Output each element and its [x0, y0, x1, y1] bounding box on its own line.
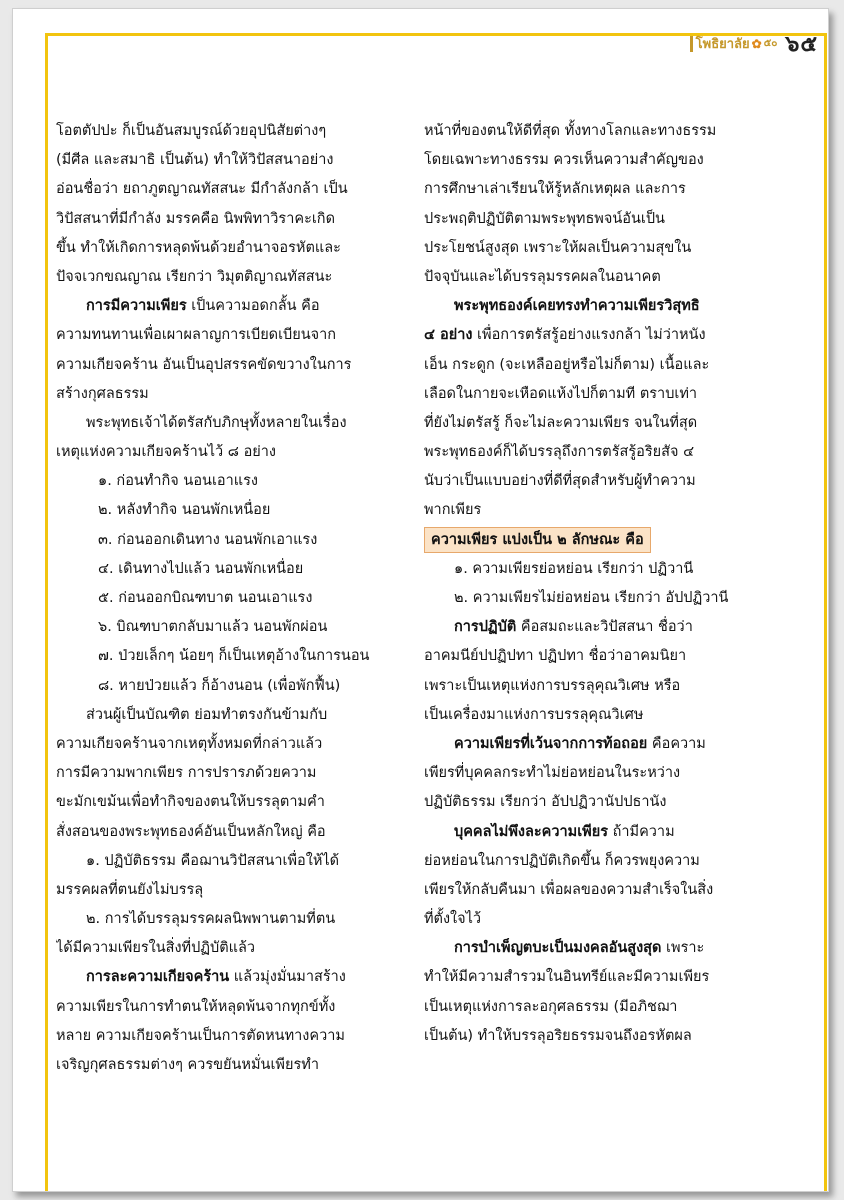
line-text: ที่ยังไม่ตรัสรู้ ก็จะไม่ละความเพียร จนในที่สุด — [424, 414, 698, 431]
text-line — [56, 642, 408, 671]
text-line — [424, 321, 776, 350]
line-text: เป็นต้น) ทำให้บรรลุอริยธรรมจนถึงอรหัตผล — [424, 1027, 692, 1044]
bold-phrase: พระพุทธองค์เคยทรงทำความเพียรวิสุทธิ — [454, 298, 700, 315]
line-text: เพียรให้กลับคืนมา เพื่อผลของความสำเร็จในสิ่ง — [424, 881, 714, 898]
line-text: ๒. ความเพียรไม่ย่อหย่อน เรียกว่า อัปปฏิวานี — [454, 590, 729, 606]
line-text: แล้วมุ่งมั่นมาสร้าง — [229, 969, 346, 986]
text-line — [424, 1022, 776, 1051]
line-text: ขึ้น ทำให้เกิดการหลุดพ้นด้วยอำนาจอรหัตและ — [56, 239, 341, 256]
text-line — [424, 438, 776, 467]
line-text: ความเพียรในการทำตนให้หลุดพ้นจากทุกข์ทั้ง — [56, 998, 336, 1015]
bold-phrase: ๔ อย่าง — [424, 327, 473, 344]
text-line — [56, 175, 408, 204]
bold-phrase: ความเพียรที่เว้นจากการท้อถอย — [454, 735, 648, 752]
line-text: ความเกียจคร้านจากเหตุทั้งหมดที่กล่าวแล้ว — [56, 735, 323, 752]
text-line — [56, 205, 408, 234]
text-line — [56, 467, 408, 496]
text-line — [56, 613, 408, 642]
text-line — [424, 818, 776, 847]
text-line — [424, 963, 776, 992]
bold-phrase: การละความเกียจคร้าน — [86, 969, 230, 986]
text-line — [424, 496, 776, 525]
lotus-icon: ✿ — [751, 36, 762, 51]
text-line — [424, 234, 776, 263]
text-line — [56, 526, 408, 555]
text-line — [424, 642, 776, 671]
brand-bar-icon — [690, 36, 693, 52]
text-line — [424, 351, 776, 380]
line-text: เหตุแห่งความเกียจคร้านไว้ ๘ อย่าง — [56, 444, 276, 461]
line-text: ความทนทานเพื่อเผาผลาญการเบียดเบียนจาก — [56, 327, 337, 344]
bold-phrase: การบำเพ็ญตบะเป็นมงคลอันสูงสุด — [454, 940, 662, 957]
text-line — [56, 818, 408, 847]
text-line — [56, 1051, 408, 1080]
text-line — [424, 263, 776, 292]
line-text: ส่วนผู้เป็นบัณฑิต ย่อมทำตรงกันข้ามกับ — [86, 706, 328, 723]
text-line — [424, 934, 776, 963]
text-line — [424, 584, 776, 613]
text-line — [424, 555, 776, 584]
bold-phrase: การมีความเพียร — [86, 298, 187, 315]
text-line — [56, 292, 408, 321]
line-text: เพียรที่บุคคลกระทำไม่ย่อหย่อนในระหว่าง — [424, 765, 681, 782]
line-text: เอ็น กระดูก (จะเหลืออยู่หรือไม่ก็ตาม) เนื้อและ — [424, 356, 710, 373]
text-line — [424, 380, 776, 409]
text-line — [424, 876, 776, 905]
text-line — [56, 117, 408, 146]
text-line — [424, 672, 776, 701]
line-text: พระพุทธเจ้าได้ตรัสกับภิกษุทั้งหลายในเรื่อง — [86, 414, 347, 431]
line-text: หน้าที่ของตนให้ดีที่สุด ทั้งทางโลกและทางธรรม — [424, 123, 717, 139]
line-text: พระพุทธองค์ก็ได้บรรลุถึงการตรัสรู้อริยสัจ ๔ — [424, 444, 695, 461]
text-line — [56, 584, 408, 613]
line-text: ๒. หลังทำกิจ นอนพักเหนื่อย — [98, 502, 271, 519]
text-line — [424, 526, 776, 555]
line-text: ประโยชน์สูงสุด เพราะให้ผลเป็นความสุขใน — [424, 239, 692, 256]
text-line — [56, 1022, 408, 1051]
line-text: ๗. ป่วยเล็กๆ น้อยๆ ก็เป็นเหตุอ้างในการนอน — [98, 648, 370, 665]
text-line — [424, 905, 776, 934]
line-text: ๖. บิณฑบาตกลับมาแล้ว นอนพักผ่อน — [98, 619, 328, 636]
line-text: ความเกียจคร้าน อันเป็นอุปสรรคขัดขวางในการ — [56, 356, 352, 373]
text-line — [56, 263, 408, 292]
line-text: ประพฤติปฏิบัติตามพระพุทธพจน์อันเป็น — [424, 210, 665, 227]
line-text: การศึกษาเล่าเรียนให้รู้หลักเหตุผล และการ — [424, 181, 686, 198]
line-text: ๑. ก่อนทำกิจ นอนเอาแรง — [98, 473, 258, 490]
text-line — [424, 146, 776, 175]
line-text: สร้างกุศลธรรม — [56, 385, 149, 402]
line-text: คือสมถะและวิปัสสนา ชื่อว่า — [516, 619, 693, 636]
line-text: โอตตัปปะ ก็เป็นอันสมบูรณ์ด้วยอุปนิสัยต่างๆ — [56, 123, 327, 139]
text-line — [56, 496, 408, 525]
text-line — [424, 205, 776, 234]
brand-name: โพธิยาลัย — [695, 37, 750, 52]
text-line — [56, 701, 408, 730]
text-line — [56, 351, 408, 380]
line-text: (มีศีล และสมาธิ เป็นต้น) ทำให้วิปัสสนาอย่าง — [56, 152, 334, 169]
line-text: พากเพียร — [424, 502, 482, 519]
text-line — [56, 146, 408, 175]
line-text: ปฏิบัติธรรม เรียกว่า อัปปฏิวานัปปธานัง — [424, 794, 667, 811]
line-text: ย่อหย่อนในการปฏิบัติเกิดขึ้น ก็ควรพยุงความ — [424, 852, 700, 869]
line-text: ปัจจเวกขณญาณ เรียกว่า วิมุตติญาณทัสสนะ — [56, 268, 333, 285]
text-line — [56, 672, 408, 701]
line-text: ถ้ามีความ — [608, 823, 675, 840]
line-text: หลาย ความเกียจคร้านเป็นการตัดหนทางความ — [56, 1027, 345, 1044]
text-line — [424, 730, 776, 759]
text-line — [424, 759, 776, 788]
line-text: ที่ตั้งใจไว้ — [424, 911, 482, 928]
line-text: ๑. ปฏิบัติธรรม คือฌานวิปัสสนาเพื่อให้ได้ — [86, 852, 340, 869]
line-text: อ่อนชื่อว่า ยถาภูตญาณทัสสนะ มีกำลังกล้า เป็น — [56, 181, 348, 198]
text-line — [424, 701, 776, 730]
line-text: โดยเฉพาะทางธรรม ควรเห็นความสำคัญของ — [424, 152, 704, 169]
line-text: ๕. ก่อนออกบิณฑบาต นอนเอาแรง — [98, 590, 313, 606]
text-line — [56, 993, 408, 1022]
left-column — [56, 117, 408, 1080]
bold-phrase: การปฏิบัติ — [454, 619, 517, 636]
line-text: ๘. หายป่วยแล้ว ก็อ้างนอน (เพื่อพักฟื้น) — [98, 677, 341, 694]
text-line — [56, 759, 408, 788]
line-text: ได้มีความเพียรในสิ่งที่ปฏิบัติแล้ว — [56, 940, 256, 957]
text-line — [56, 934, 408, 963]
line-text: ขะมักเขม้นเพื่อทำกิจของตนให้บรรลุตามคำ — [56, 794, 325, 811]
text-line — [56, 963, 408, 992]
line-text: คือความ — [647, 735, 706, 752]
text-line — [56, 847, 408, 876]
line-text: ๑. ความเพียรย่อหย่อน เรียกว่า ปฏิวานี — [454, 560, 694, 577]
line-text: เพื่อการตรัสรู้อย่างแรงกล้า ไม่ว่าหนัง — [472, 327, 706, 344]
line-text: เป็นเครื่องมาแห่งการบรรลุคุณวิเศษ — [424, 706, 644, 723]
text-line — [56, 730, 408, 759]
line-text: วิปัสสนาที่มีกำลัง มรรคคือ นิพพิทาวิราคะเกิด — [56, 210, 336, 227]
right-column — [424, 117, 776, 1051]
line-text: ปัจจุบันและได้บรรลุมรรคผลในอนาคต — [424, 268, 661, 285]
line-text: เพราะเป็นเหตุแห่งการบรรลุคุณวิเศษ หรือ — [424, 677, 681, 694]
line-text: ทำให้มีความสำรวมในอินทรีย์และมีความเพียร — [424, 969, 710, 986]
text-line — [424, 175, 776, 204]
page-number: ๖๕ — [785, 31, 818, 57]
text-line — [424, 467, 776, 496]
line-text: เป็นเหตุแห่งการละอกุศลธรรม (มีอภิชฌา — [424, 998, 678, 1015]
text-line — [424, 993, 776, 1022]
text-line — [56, 555, 408, 584]
highlighted-heading: ความเพียร แบ่งเป็น ๒ ลักษณะ คือ — [424, 527, 651, 553]
line-text: อาคมนีย์ปปฏิปทา ปฏิปทา ชื่อว่าอาคมนิยา — [424, 648, 687, 665]
text-line — [56, 876, 408, 905]
book-brand — [690, 33, 778, 54]
line-text: ๔. เดินทางไปแล้ว นอนพักเหนื่อย — [98, 560, 304, 577]
line-text: ๒. การได้บรรลุมรรคผลนิพพานตามที่ตน — [86, 911, 336, 928]
line-text: เลือดในกายจะเหือดแห้งไปก็ตามที ตราบเท่า — [424, 385, 698, 402]
line-text: เจริญกุศลธรรมต่างๆ ควรขยันหมั่นเพียรทำ — [56, 1057, 319, 1073]
line-text: เป็นความอดกลั้น คือ — [186, 298, 320, 315]
bold-phrase: บุคคลไม่พึงละความเพียร — [454, 823, 608, 840]
line-text: เพราะ — [661, 940, 705, 957]
line-text: ๓. ก่อนออกเดินทาง นอนพักเอาแรง — [98, 531, 318, 548]
page-header — [690, 26, 818, 61]
line-text: สั่งสอนของพระพุทธองค์อันเป็นหลักใหญ่ คือ — [56, 823, 326, 840]
text-line — [56, 409, 408, 438]
text-line — [56, 788, 408, 817]
text-line — [56, 234, 408, 263]
brand-number: ๕๐ — [763, 38, 778, 49]
text-line — [424, 788, 776, 817]
text-line — [56, 380, 408, 409]
text-line — [424, 292, 776, 321]
text-line — [424, 409, 776, 438]
line-text: การมีความพากเพียร การปรารภด้วยความ — [56, 765, 317, 782]
text-line — [56, 321, 408, 350]
line-text: นับว่าเป็นแบบอย่างที่ดีที่สุดสำหรับผู้ทำความ — [424, 473, 696, 490]
text-line — [56, 905, 408, 934]
text-line — [424, 117, 776, 146]
text-line — [424, 613, 776, 642]
text-line — [56, 438, 408, 467]
line-text: มรรคผลที่ตนยังไม่บรรลุ — [56, 881, 204, 898]
text-line — [424, 847, 776, 876]
